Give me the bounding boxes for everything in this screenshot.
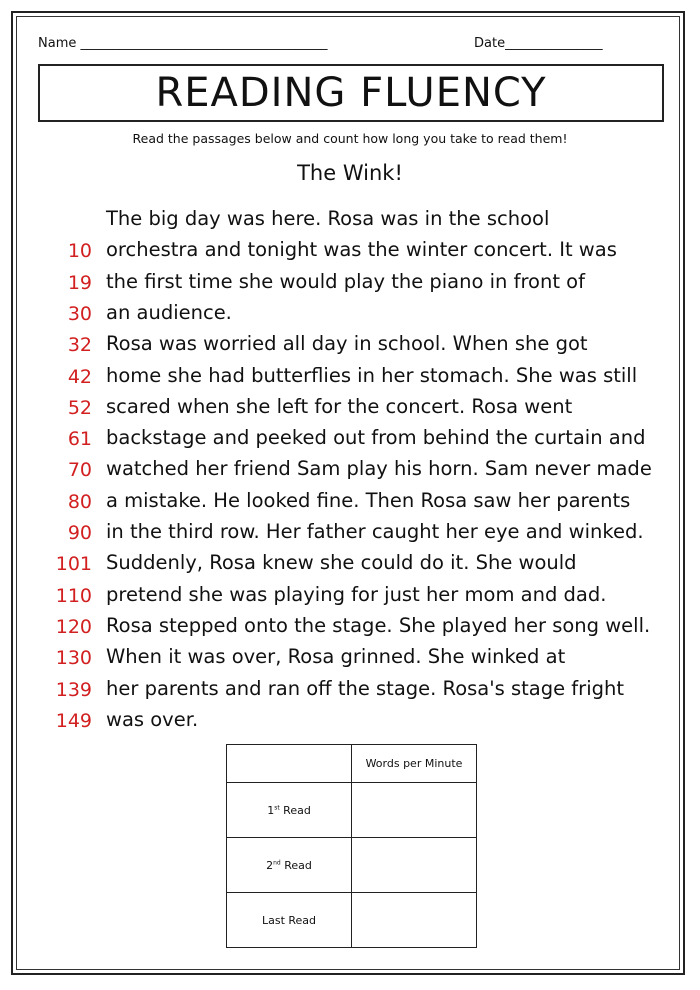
- word-count: 61: [67, 428, 92, 451]
- words-per-minute-table: [226, 744, 477, 948]
- passage-line: [0, 644, 700, 675]
- word-count: 139: [55, 678, 92, 701]
- instructions: Read the passages below and count how long you take to read them!: [132, 131, 568, 146]
- word-count: 130: [55, 647, 92, 670]
- passage-text: Suddenly, Rosa knew she could do it. She would: [106, 551, 577, 575]
- passage-line: [0, 613, 700, 644]
- passage-text: The big day was here. Rosa was in the school: [106, 207, 550, 230]
- passage-text: scared when she left for the concert. Rosa went: [106, 394, 573, 418]
- table-row: [227, 893, 477, 948]
- passage-text: a mistake. He looked fine. Then Rosa saw her parents: [106, 488, 631, 512]
- name-field[interactable]: Name ______________________________________: [38, 36, 328, 51]
- passage-text: an audience.: [106, 300, 232, 324]
- title-box: [38, 64, 664, 122]
- passage-text: Rosa was worried all day in school. When she got: [106, 332, 588, 356]
- passage-text: Rosa stepped onto the stage. She played her song well.: [106, 613, 651, 637]
- passage-text: When it was over, Rosa grinned. She winked at: [106, 645, 566, 669]
- passage-text: the first time she would play the piano in front of: [106, 269, 585, 293]
- passage-text: in the third row. Her father caught her eye and winked.: [106, 520, 644, 543]
- passage-line: [0, 425, 700, 456]
- passage-line: [0, 582, 700, 613]
- table-row: [227, 838, 477, 893]
- passage-text: her parents and ran off the stage. Rosa's stage fright: [106, 676, 624, 700]
- table-header-wpm: Words per Minute: [352, 745, 477, 783]
- word-count: 30: [67, 302, 92, 325]
- passage-text: orchestra and tonight was the winter concert. It was: [106, 238, 617, 262]
- passage-line: [0, 550, 700, 581]
- passage-text: home she had butterflies in her stomach. She was still: [106, 363, 638, 387]
- passage-line: [0, 269, 700, 300]
- word-count: 19: [67, 271, 92, 294]
- word-count: 42: [67, 365, 92, 388]
- word-count: 52: [67, 396, 92, 419]
- passage-line: [0, 488, 700, 519]
- row-label: 1st Read: [227, 783, 352, 838]
- table-header-row: [227, 745, 477, 783]
- passage-text: pretend she was playing for just her mom and dad.: [106, 582, 607, 606]
- passage-line: [0, 206, 700, 237]
- row-value-cell[interactable]: [352, 838, 477, 893]
- row-label: 2nd Read: [227, 838, 352, 893]
- date-field[interactable]: Date_______________: [474, 36, 603, 51]
- passage-text: watched her friend Sam play his horn. Sam never made: [106, 457, 652, 481]
- word-count: 110: [55, 584, 92, 607]
- passage-line: [0, 331, 700, 362]
- word-count: 32: [67, 334, 92, 357]
- word-count: 70: [67, 459, 92, 482]
- passage-line: [0, 456, 700, 487]
- passage-line: [0, 394, 700, 425]
- row-value-cell[interactable]: [352, 893, 477, 948]
- word-count: 120: [55, 615, 92, 638]
- row-value-cell[interactable]: [352, 783, 477, 838]
- table-header-blank: [227, 745, 352, 783]
- passage-line: [0, 519, 700, 550]
- table-row: [227, 783, 477, 838]
- passage-text: backstage and peeked out from behind the curtain and: [106, 426, 646, 450]
- row-label: Last Read: [227, 893, 352, 948]
- word-count: 90: [67, 522, 92, 544]
- passage-line: [0, 237, 700, 268]
- passage-line: [0, 363, 700, 394]
- word-count: 10: [67, 240, 92, 263]
- passage-line: [0, 676, 700, 707]
- passage-line: [0, 300, 700, 331]
- passage-text: was over.: [106, 707, 199, 731]
- word-count: 101: [55, 553, 92, 576]
- story-title: The Wink!: [297, 161, 403, 185]
- passage-line: [0, 707, 700, 738]
- page-title: READING FLUENCY: [155, 70, 547, 116]
- word-count: 149: [55, 709, 92, 732]
- word-count: 80: [67, 490, 92, 513]
